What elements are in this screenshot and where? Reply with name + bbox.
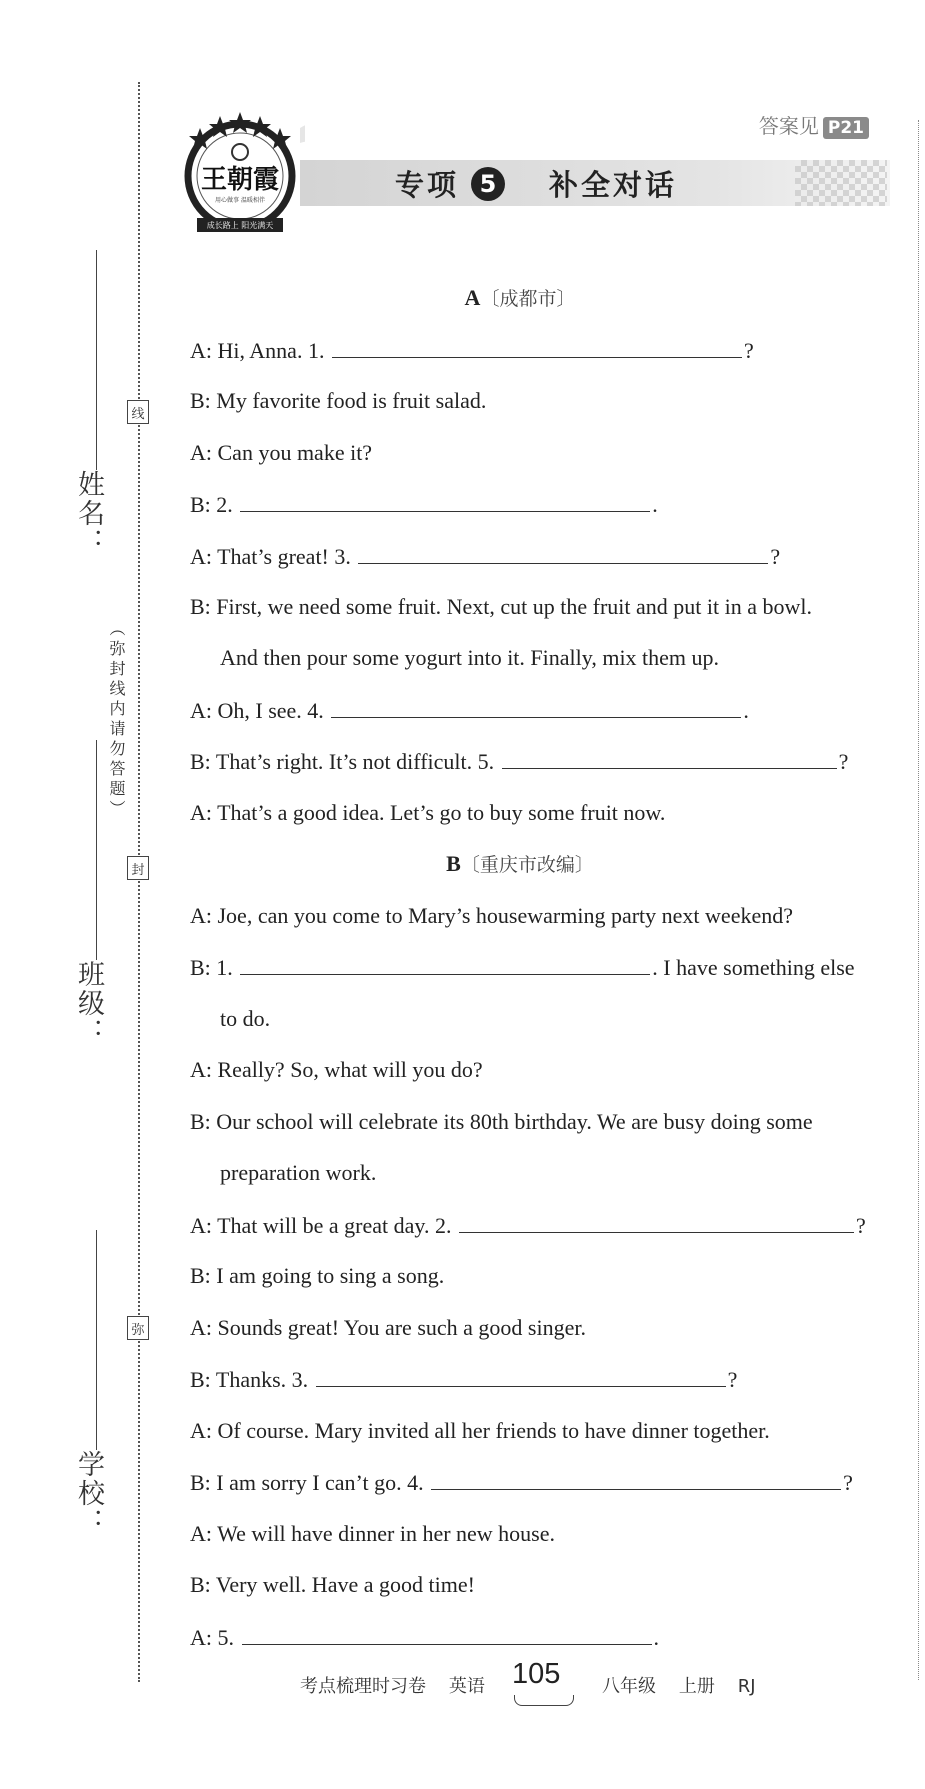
answer-blank[interactable] — [331, 697, 741, 718]
dialogue-line: B: My favorite food is fruit salad. — [190, 388, 487, 413]
dialogue-line: And then pour some yogurt into it. Finally, mix them up. — [220, 645, 720, 670]
answer-page-badge: P21 — [823, 117, 869, 139]
answer-blank[interactable] — [502, 748, 837, 769]
dialogue-line: to do. — [220, 1006, 271, 1031]
dialogue-line: B: Very well. Have a good time! — [190, 1572, 475, 1597]
answer-blank[interactable] — [332, 337, 742, 358]
dialogue-line: B: Our school will celebrate its 80th birthday. We are busy doing some — [190, 1109, 813, 1134]
dialogue-line: A: Really? So, what will you do? — [190, 1057, 483, 1082]
dialogue-line: B: First, we need some fruit. Next, cut up the fruit and put it in a bowl. — [190, 594, 813, 619]
dialogue-line: A: That’s a good idea. Let’s go to buy some fruit now. — [190, 800, 666, 825]
binding-dotted-line — [138, 82, 140, 1682]
section-a-source: 〔成都市〕 — [480, 288, 576, 310]
dialogue-line: A: Of course. Mary invited all her friends to have dinner together. — [190, 1418, 770, 1443]
dialogue-line: A: Can you make it? — [190, 440, 373, 465]
section-b-source: 〔重庆市改编〕 — [460, 854, 594, 876]
section-a-heading — [150, 284, 890, 311]
answer-blank[interactable] — [242, 1624, 652, 1645]
dialogue-line: B: 2. . — [190, 492, 658, 517]
class-label: 班级： — [74, 960, 104, 1047]
name-underline — [96, 250, 97, 470]
answer-blank[interactable] — [358, 543, 768, 564]
footer-grade: 八年级 — [602, 1676, 656, 1697]
dialogue-line: B: I am going to sing a song. — [190, 1263, 445, 1288]
footer-right — [602, 1672, 756, 1698]
ribbon-shape — [300, 119, 305, 148]
dialogue-line: A: We will have dinner in her new house. — [190, 1521, 556, 1546]
class-underline — [96, 740, 97, 960]
page-number-brace — [514, 1695, 574, 1706]
section-b-heading — [150, 850, 890, 877]
dialogue-line: A: Oh, I see. 4. . — [190, 698, 749, 723]
dialogue-line: A: 5. . — [190, 1625, 659, 1650]
page-title — [395, 163, 677, 204]
title-number-badge: 5 — [471, 167, 505, 201]
footer-volume: 上册 — [678, 1676, 715, 1697]
section-a-label: A — [464, 285, 481, 310]
title-main: 补全对话 — [549, 168, 678, 202]
dialogue-line: B: 1. . I have something else — [190, 955, 855, 980]
seal-mark-line: 线 — [127, 400, 149, 424]
dialogue-line: A: Hi, Anna. 1. ? — [190, 338, 754, 363]
banner-checker-pattern — [795, 160, 887, 206]
right-edge-dotted-line — [918, 120, 919, 1680]
page-footer — [300, 1672, 485, 1698]
dialogue-line: B: I am sorry I can’t go. 4. ? — [190, 1470, 853, 1495]
page-number: 105 — [512, 1658, 561, 1690]
school-underline — [96, 1230, 97, 1450]
logo-name: 王朝霞 — [200, 165, 280, 195]
dialogue-line: A: That will be a great day. 2. ? — [190, 1213, 866, 1238]
answer-text: 答案见 — [758, 114, 819, 138]
dialogue-line: B: Thanks. 3. ? — [190, 1367, 738, 1392]
logo-small-text: 用心做事 温暖相伴 — [215, 197, 265, 204]
answer-blank[interactable] — [240, 954, 650, 975]
answer-blank[interactable] — [240, 491, 650, 512]
binding-notice: （弥封线内请勿答题） — [107, 620, 124, 820]
logo-slogan: 成长路上 阳光满天 — [206, 221, 274, 230]
footer-edition: RJ — [737, 1676, 756, 1697]
name-label: 姓名： — [74, 470, 104, 557]
title-prefix: 专项 — [395, 168, 460, 202]
footer-subject: 英语 — [448, 1676, 485, 1697]
answer-reference — [759, 110, 869, 139]
dialogue-line: B: That’s right. It’s not difficult. 5. ? — [190, 749, 849, 774]
dialogue-line: A: That’s great! 3. ? — [190, 544, 781, 569]
answer-blank[interactable] — [316, 1366, 726, 1387]
publisher-logo — [175, 108, 305, 238]
answer-blank[interactable] — [459, 1212, 854, 1233]
seal-mark-seal: 封 — [127, 856, 149, 880]
dialogue-line: A: Sounds great! You are such a good singer. — [190, 1315, 586, 1340]
answer-blank[interactable] — [431, 1469, 841, 1490]
seal-mark-mi: 弥 — [127, 1316, 149, 1340]
section-b-label: B — [446, 851, 461, 876]
footer-series: 考点梳理时习卷 — [300, 1676, 426, 1697]
dialogue-line: preparation work. — [220, 1160, 377, 1185]
dialogue-line: A: Joe, can you come to Mary’s housewarming party next weekend? — [190, 903, 793, 928]
school-label: 学校： — [74, 1450, 104, 1537]
